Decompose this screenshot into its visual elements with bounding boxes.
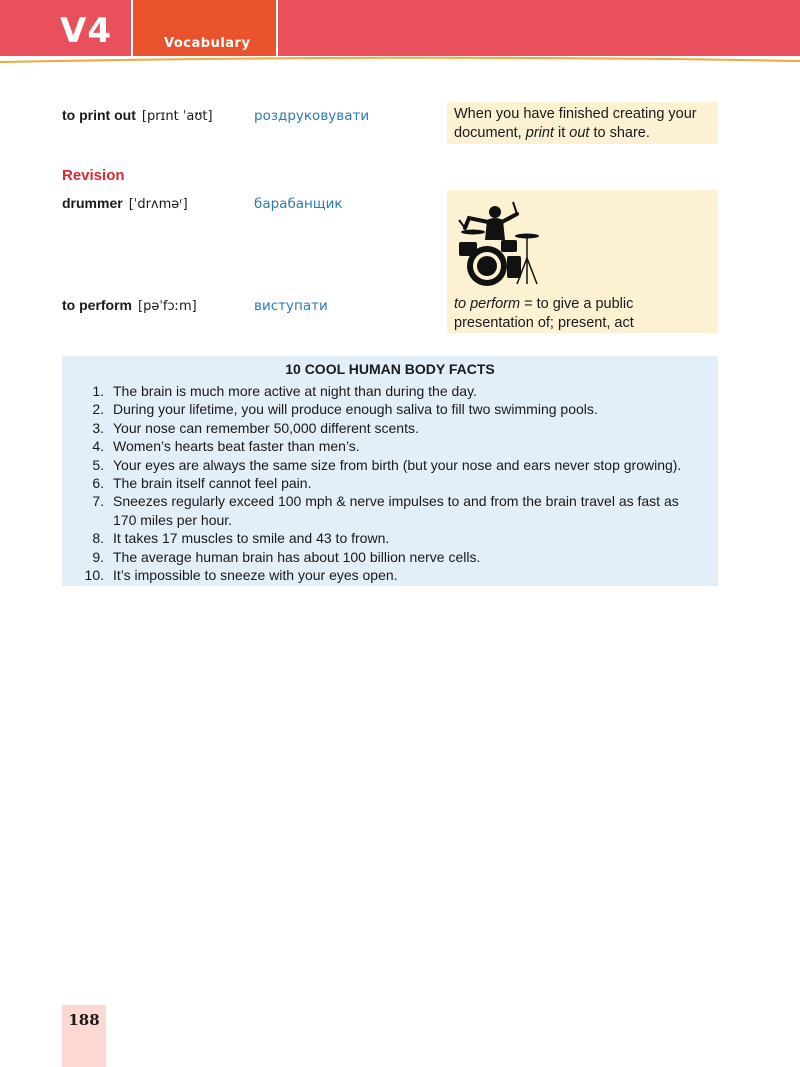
list-item: 3. Your nose can remember 50,000 different scents.: [92, 419, 419, 436]
facts-list: [62, 382, 702, 584]
header-divider: [276, 0, 278, 56]
list-item: 1. The brain is much more active at night than during the day.: [92, 383, 477, 399]
term-ipa: [pəˈfɔːm]: [138, 299, 197, 314]
page-number: 188: [68, 1011, 100, 1029]
definition-term: to perform: [454, 296, 521, 312]
list-item: 4. Women’s hearts beat faster than men’s.: [92, 438, 360, 455]
list-item: 9. The average human brain has about 100 billion nerve cells.: [92, 548, 481, 565]
list-item: 8. It takes 17 muscles to smile and 43 to frown.: [92, 530, 390, 547]
page-header: [0, 0, 800, 56]
vocab-translation: виступати: [254, 298, 328, 314]
list-item: 2. During your lifetime, you will produce enough saliva to fill two swimming pools.: [92, 401, 598, 418]
term-ipa: [prɪnt ˈaʊt]: [141, 109, 213, 124]
list-item: 10. It’s impossible to sneeze with your eyes open.: [84, 567, 398, 584]
term-ipa: [ˈdrʌməʳ]: [128, 197, 188, 212]
section-label: Vocabulary: [164, 36, 251, 51]
list-item: 6. The brain itself cannot feel pain.: [92, 475, 312, 492]
usage-note: When you have finished creating your document, print it out to share.: [447, 102, 718, 144]
header-wave: [0, 52, 800, 68]
vocab-translation: роздруковувати: [254, 108, 370, 124]
vocab-term: [62, 106, 213, 126]
unit-code: V4: [60, 11, 112, 51]
list-item: 7. Sneezes regularly exceed 100 mph & nerve impulses to and from the brain travel as fast as 170 miles per hour.: [92, 493, 679, 528]
term-text: drummer: [62, 195, 123, 211]
vocab-translation: барабанщик: [254, 196, 343, 212]
term-text: to perform: [62, 297, 132, 313]
drummer-silhouette-icon: [455, 198, 545, 288]
revision-heading: Revision: [62, 167, 125, 184]
term-text: to print out: [62, 107, 136, 123]
facts-title: 10 COOL HUMAN BODY FACTS: [285, 361, 495, 377]
definition-note: [454, 295, 714, 333]
vocab-term: [62, 296, 197, 316]
vocab-term: [62, 194, 188, 214]
list-item: 5. Your eyes are always the same size from birth (but your nose and ears never stop growing).: [92, 456, 682, 473]
definition-text: = to give a public presentation of; present, act: [454, 296, 634, 331]
